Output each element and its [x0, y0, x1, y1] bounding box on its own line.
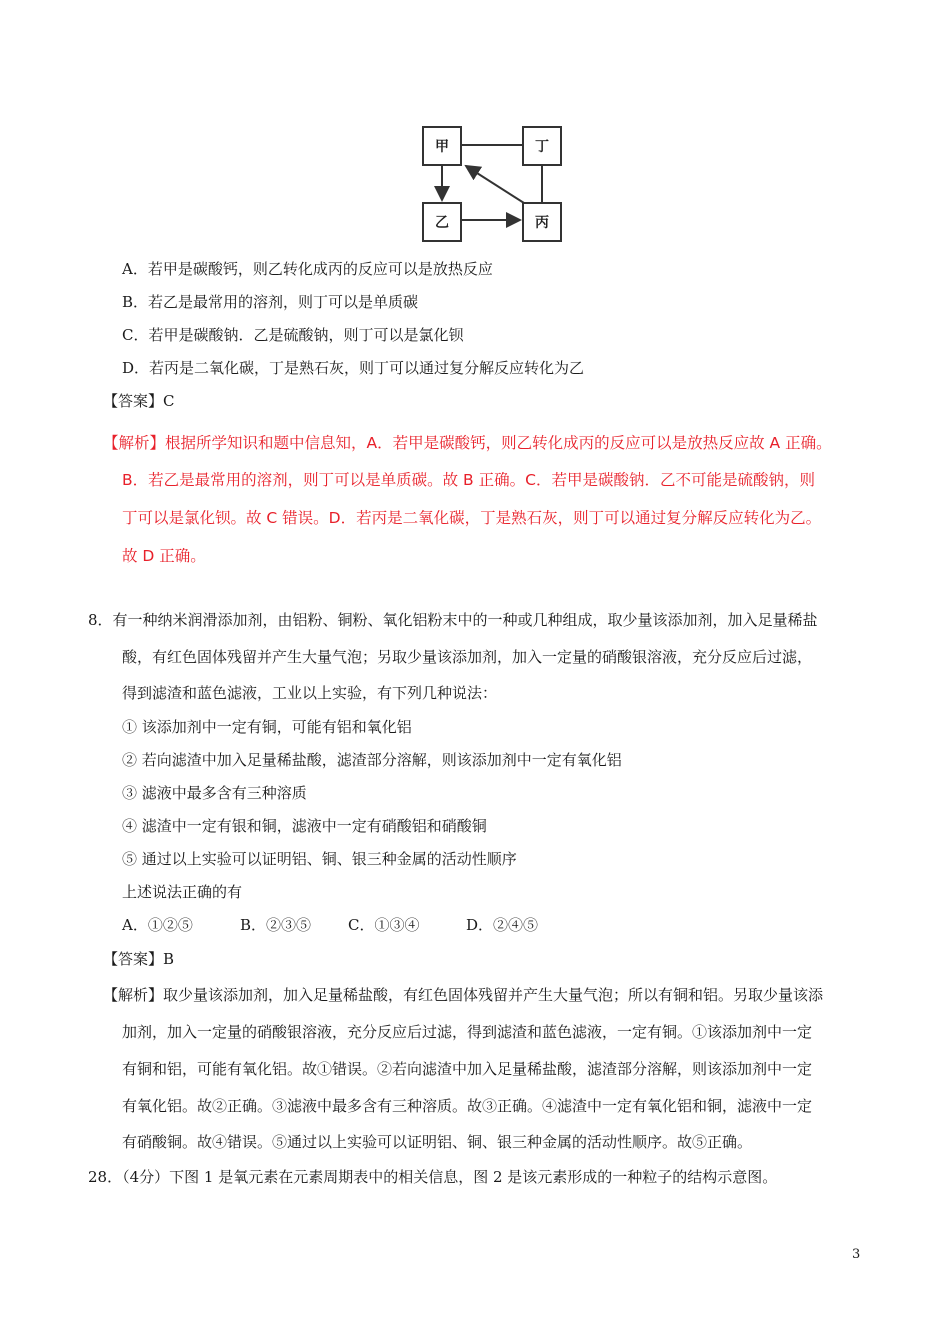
- q8-statement-2: ② 若向滤渣中加入足量稀盐酸，滤渣部分溶解，则该添加剂中一定有氧化铝: [122, 751, 622, 769]
- q8-choice-a: A．①②⑤: [122, 916, 193, 934]
- q7-analysis-line-2: B．若乙是最常用的溶剂，则丁可以是单质碳。故 B 正确。C．若甲是碳酸钠．乙不可能是硫酸钠，则: [122, 471, 815, 489]
- q8-statement-3: ③ 滤液中最多含有三种溶质: [122, 784, 307, 802]
- q7-answer: 【答案】C: [103, 392, 175, 410]
- node-ding: 丁: [522, 126, 562, 166]
- q8-choice-d: D．②④⑤: [466, 916, 539, 934]
- q28-stem: 28．（4分）下图 1 是氧元素在元素周期表中的相关信息，图 2 是该元素形成的一种粒子的结构示意图。: [88, 1168, 778, 1186]
- node-bing: 丙: [522, 202, 562, 242]
- node-jia: 甲: [422, 126, 462, 166]
- q8-statement-1: ① 该添加剂中一定有铜，可能有铝和氧化铝: [122, 718, 412, 736]
- q8-statement-5: ⑤ 通过以上实验可以证明铝、铜、银三种金属的活动性顺序: [122, 850, 517, 868]
- q7-option-c: C．若甲是碳酸钠．乙是硫酸钠，则丁可以是氯化钡: [122, 326, 464, 344]
- q8-answer: 【答案】B: [103, 950, 175, 968]
- q8-analysis-line-1: 【解析】取少量该添加剂，加入足量稀盐酸，有红色固体残留并产生大量气泡；所以有铜和铝。另取少量该添: [103, 986, 824, 1004]
- q8-stem-line-3: 得到滤渣和蓝色滤液，工业以上实验，有下列几种说法：: [122, 684, 498, 702]
- q8-analysis-line-3: 有铜和铝，可能有氧化铝。故①错误。②若向滤渣中加入足量稀盐酸，滤渣部分溶解，则该添加剂中一定: [122, 1060, 813, 1078]
- q7-analysis-line-4: 故 D 正确。: [122, 547, 206, 565]
- q8-analysis-line-4: 有氧化铝。故②正确。③滤液中最多含有三种溶质。故③正确。④滤渣中一定有氧化铝和铜，滤液中一定: [122, 1097, 813, 1115]
- q8-stem-line-1: 8．有一种纳米润滑添加剂，由铝粉、铜粉、氧化铝粉末中的一种或几种组成，取少量该添加剂，加入足量稀盐: [88, 611, 818, 629]
- q8-analysis-line-5: 有硝酸铜。故④错误。⑤通过以上实验可以证明铝、铜、银三种金属的活动性顺序。故⑤正确。: [122, 1133, 753, 1151]
- q7-analysis-line-1: 【解析】根据所学知识和题中信息知，A．若甲是碳酸钙，则乙转化成丙的反应可以是放热反应故 A 正确。: [103, 434, 832, 452]
- q7-option-a: A．若甲是碳酸钙，则乙转化成丙的反应可以是放热反应: [122, 260, 493, 278]
- q8-choice-b: B．②③⑤: [240, 916, 312, 934]
- diagram-arrows: [0, 0, 950, 260]
- page-number: 3: [852, 1247, 861, 1262]
- node-yi: 乙: [422, 202, 462, 242]
- arrow-bing-jia: [466, 166, 524, 203]
- q7-option-b: B．若乙是最常用的溶剂，则丁可以是单质碳: [122, 293, 419, 311]
- q7-option-d: D．若丙是二氧化碳，丁是熟石灰，则丁可以通过复分解反应转化为乙: [122, 359, 585, 377]
- q8-analysis-line-2: 加剂，加入一定量的硝酸银溶液，充分反应后过滤，得到滤渣和蓝色滤液，一定有铜。①该添加剂中一定: [122, 1023, 813, 1041]
- q8-stem-line-2: 酸，有红色固体残留并产生大量气泡；另取少量该添加剂，加入一定量的硝酸银溶液，充分反应后过滤，: [122, 648, 813, 666]
- q7-analysis-line-3: 丁可以是氯化钡。故 C 错误。D．若丙是二氧化碳，丁是熟石灰，则丁可以通过复分解反应转化为乙。: [122, 509, 822, 527]
- q8-choice-c: C．①③④: [348, 916, 420, 934]
- q8-prompt: 上述说法正确的有: [122, 883, 243, 901]
- q8-statement-4: ④ 滤渣中一定有银和铜，滤液中一定有硝酸铝和硝酸铜: [122, 817, 487, 835]
- q8-choices: [122, 915, 538, 935]
